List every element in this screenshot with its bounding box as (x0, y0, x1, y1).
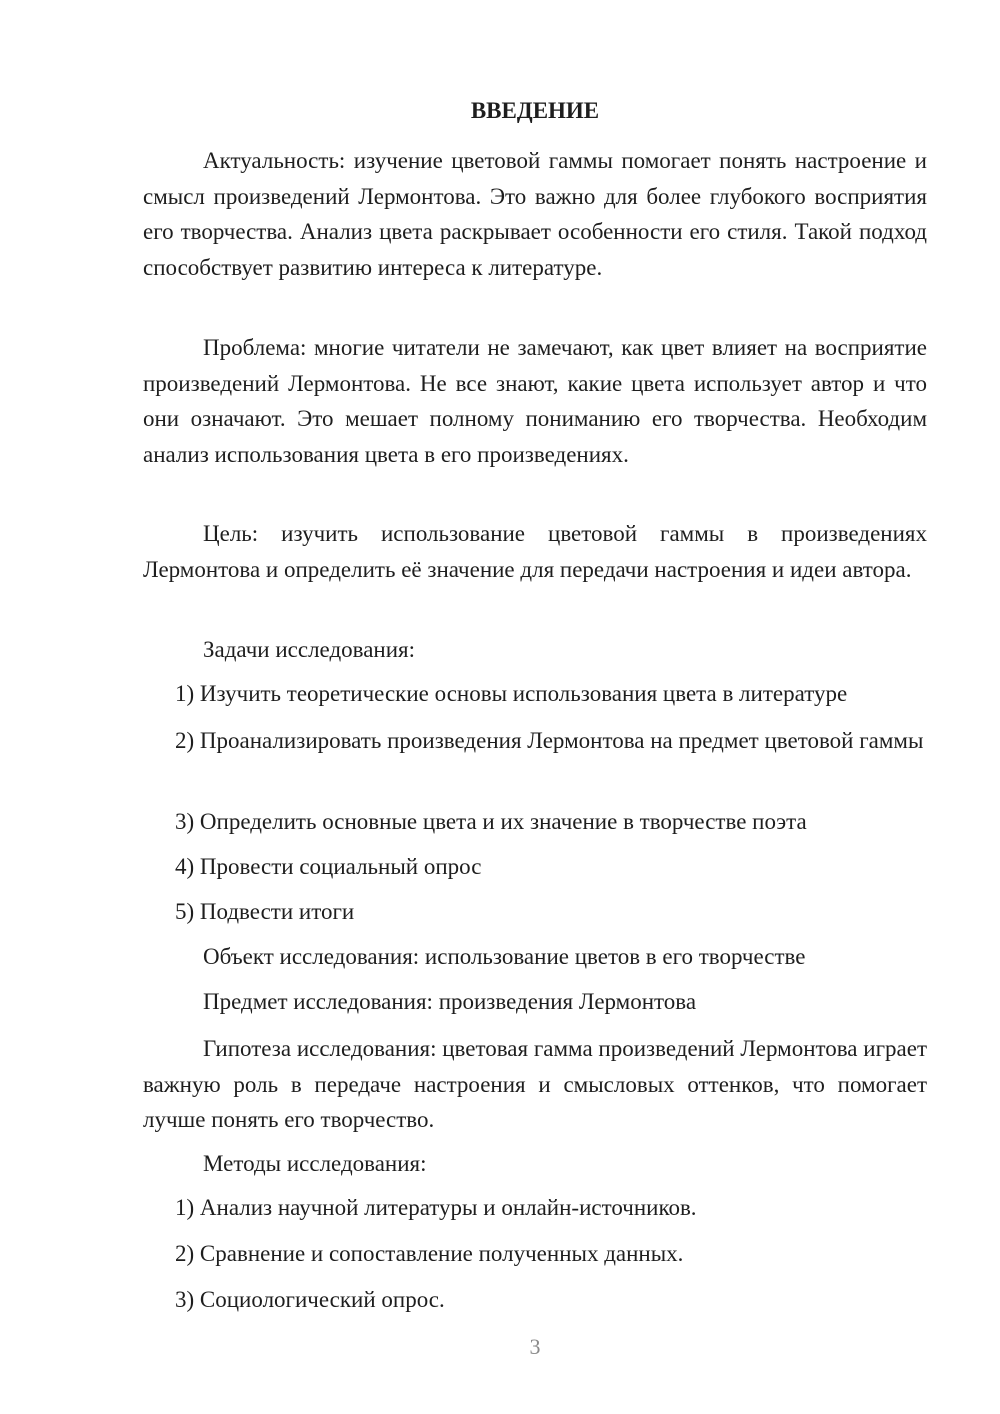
problem-paragraph: Проблема: многие читатели не замечают, как цвет влияет на восприятие произведений Лермонтова. Не все знают, какие цвета использует автор и что они означают. Это мешает полному пониманию его творчества. Необходим анализ использования цвета в его произведениях. (143, 335, 927, 467)
relevance-paragraph: Актуальность: изучение цветовой гаммы помогает понять настроение и смысл произведений Лермонтова. Это важно для более глубокого восприятия его творчества. Анализ цвета раскрывает особенности его стиля. Такой подход способствует развитию интереса к литературе. (143, 148, 927, 280)
task-item-5: 5) Подвести итоги (175, 899, 355, 924)
method-item-2: 2) Сравнение и сопоставление полученных данных. (175, 1241, 684, 1266)
page-title: ВВЕДЕНИЕ (470, 98, 600, 123)
hypothesis-paragraph: Гипотеза исследования: цветовая гамма произведений Лермонтова играет важную роль в передаче настроения и смысловых оттенков, что помогает лучше понять его творчество. (143, 1036, 927, 1132)
method-item-3: 3) Социологический опрос. (175, 1287, 445, 1312)
method-item-1: 1) Анализ научной литературы и онлайн-источников. (175, 1195, 697, 1220)
task-item-3: 3) Определить основные цвета и их значение в творчестве поэта (175, 809, 807, 834)
task-item-1: 1) Изучить теоретические основы использования цвета в литературе (175, 681, 848, 706)
task-item-4: 4) Провести социальный опрос (175, 854, 482, 879)
tasks-heading: Задачи исследования: (203, 637, 416, 662)
methods-heading: Методы исследования: (203, 1151, 427, 1176)
research-object: Объект исследования: использование цветов в его творчестве (203, 944, 806, 969)
goal-paragraph: Цель: изучить использование цветовой гаммы в произведениях Лермонтова и определить её значение для передачи настроения и идеи автора. (143, 521, 927, 582)
research-subject: Предмет исследования: произведения Лермонтова (203, 989, 697, 1014)
page-number: 3 (529, 1334, 541, 1359)
task-item-2: 2) Проанализировать произведения Лермонтова на предмет цветовой гаммы (175, 728, 924, 753)
